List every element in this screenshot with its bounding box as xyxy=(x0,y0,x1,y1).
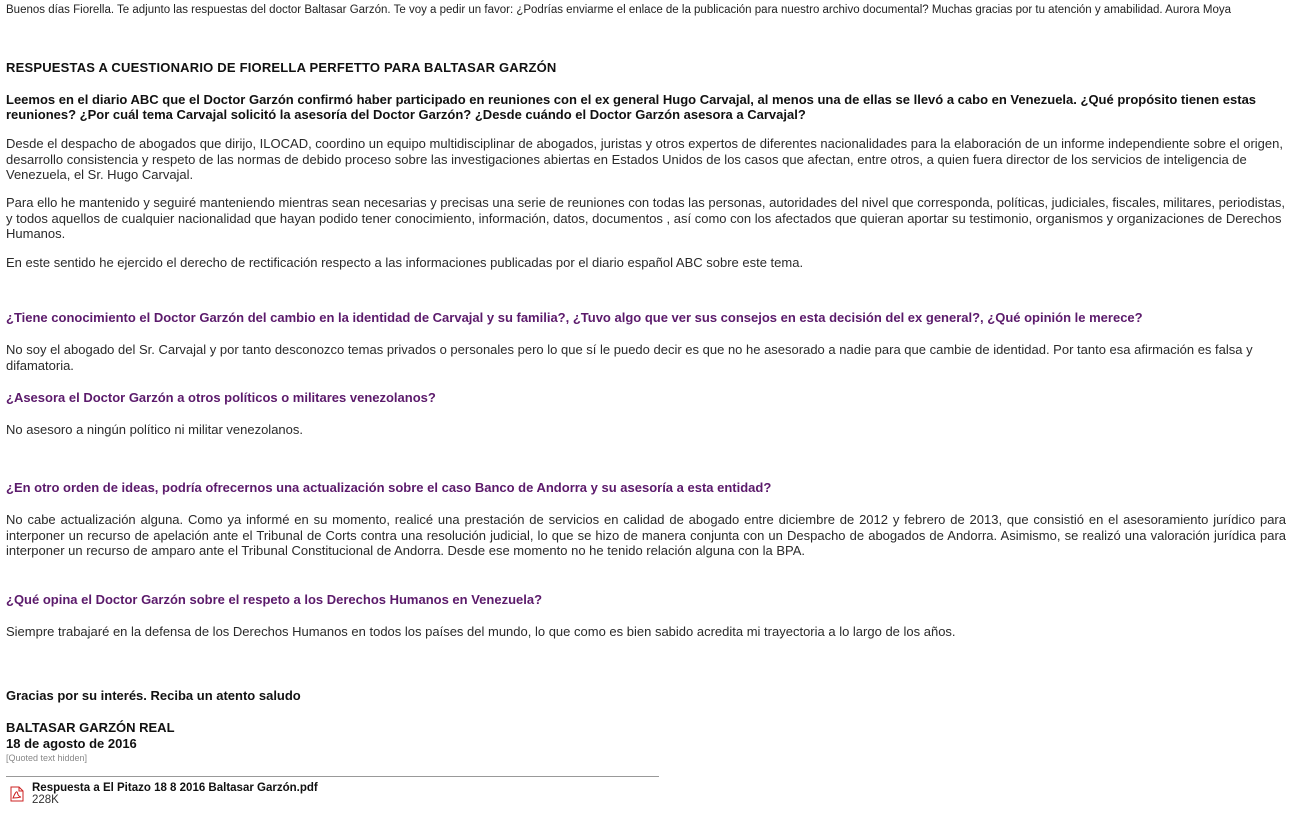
signature-name: BALTASAR GARZÓN REAL xyxy=(6,720,175,735)
answer-3: No asesoro a ningún político ni militar venezolanos. xyxy=(6,422,304,437)
question-2: ¿Tiene conocimiento el Doctor Garzón del cambio en la identidad de Carvajal y su familia?, ¿Tuvo algo que ver sus consejos en esta decisión del ex general?, ¿Qué opinión le merece? xyxy=(6,310,1143,325)
answer-4: No cabe actualización alguna. Como ya informé en su momento, realicé una prestación de servicios en calidad de abogado entre diciembre de 2012 y febrero de 2013, que consistió en el asesoramiento jurídico para interponer un recurso de apelación ante el Tribunal de Corts contra una resolución judicial, lo que se hizo de manera conjunta con un Despacho de abogados de Andorra. Asimismo, se realizó una valoración jurídica para interponer un recurso de amparo ante el Tribunal Constitucional de Andorra. Desde ese momento no he tenido relación alguna con la BPA. xyxy=(6,512,1286,558)
answer-5: Siempre trabajaré en la defensa de los Derechos Humanos en todos los países del mundo, lo que como es bien sabido acredita mi trayectoria a lo largo de los años. xyxy=(6,624,956,639)
answer-1-paragraph-1: Desde el despacho de abogados que dirijo, ILOCAD, coordino un equipo multidisciplinar de abogados, juristas y otros expertos de diferentes nacionalidades para la elaboración de un informe independiente sobre el origen, desarrollo consistencia y respeto de las normas de debido proceso sobre las investigaciones abiertas en Estados Unidos de los casos que afectan, entre otros, a quien fuera director de los servicios de inteligencia de Venezuela, el Sr. Hugo Carvajal. xyxy=(6,136,1283,182)
signature-date: 18 de agosto de 2016 xyxy=(6,736,137,751)
document-title: RESPUESTAS A CUESTIONARIO DE FIORELLA PERFETTO PARA BALTASAR GARZÓN xyxy=(6,60,557,75)
question-3: ¿Asesora el Doctor Garzón a otros políticos o militares venezolanos? xyxy=(6,390,436,405)
pdf-icon xyxy=(10,786,24,802)
attachment-divider xyxy=(6,776,659,777)
question-4: ¿En otro orden de ideas, podría ofrecernos una actualización sobre el caso Banco de Andorra y su asesoría a esta entidad? xyxy=(6,480,772,495)
closing-greeting: Gracias por su interés. Reciba un atento saludo xyxy=(6,688,301,703)
quoted-text-hidden-link[interactable]: [Quoted text hidden] xyxy=(6,753,88,763)
question-5: ¿Qué opina el Doctor Garzón sobre el respeto a los Derechos Humanos en Venezuela? xyxy=(6,592,543,607)
answer-1-paragraph-3: En este sentido he ejercido el derecho de rectificación respecto a las informaciones publicadas por el diario español ABC sobre este tema. xyxy=(6,255,804,270)
intro-text: Buenos días Fiorella. Te adjunto las respuestas del doctor Baltasar Garzón. Te voy a pedir un favor: ¿Podrías enviarme el enlace de la publicación para nuestro archivo documental? Muchas gracias por tu atención y amabilidad. Aurora Moya xyxy=(6,4,1232,16)
answer-1-paragraph-2: Para ello he mantenido y seguiré manteniendo mientras sean necesarias y precisas una serie de reuniones con todas las personas, autoridades del nivel que corresponda, políticas, judiciales, fiscales, militares, periodistas, y todos aquellos de cualquier nacionalidad que hayan podido tener conocimiento, información, datos, documentos , así como con los afectados que quieran aportar su testimonio, organismos y organizaciones de Derechos Humanos. xyxy=(6,195,1286,241)
question-1: Leemos en el diario ABC que el Doctor Garzón confirmó haber participado en reuniones con el ex general Hugo Carvajal, al menos una de ellas se llevó a cabo en Venezuela. ¿Qué propósito tienen estas reuniones? ¿Por cuál tema Carvajal solicitó la asesoría del Doctor Garzón? ¿Desde cuándo el Doctor Garzón asesora a Carvajal? xyxy=(6,92,1257,122)
attachment-size: 228K xyxy=(32,794,59,806)
attachment[interactable] xyxy=(10,782,318,806)
attachment-filename[interactable]: Respuesta a El Pitazo 18 8 2016 Baltasar Garzón.pdf xyxy=(32,782,318,794)
answer-2: No soy el abogado del Sr. Carvajal y por tanto desconozco temas privados o personales pero lo que sí le puedo decir es que no he asesorado a nadie para que cambie de identidad. Por tanto esa afirmación es falsa y difamatoria. xyxy=(6,342,1253,373)
